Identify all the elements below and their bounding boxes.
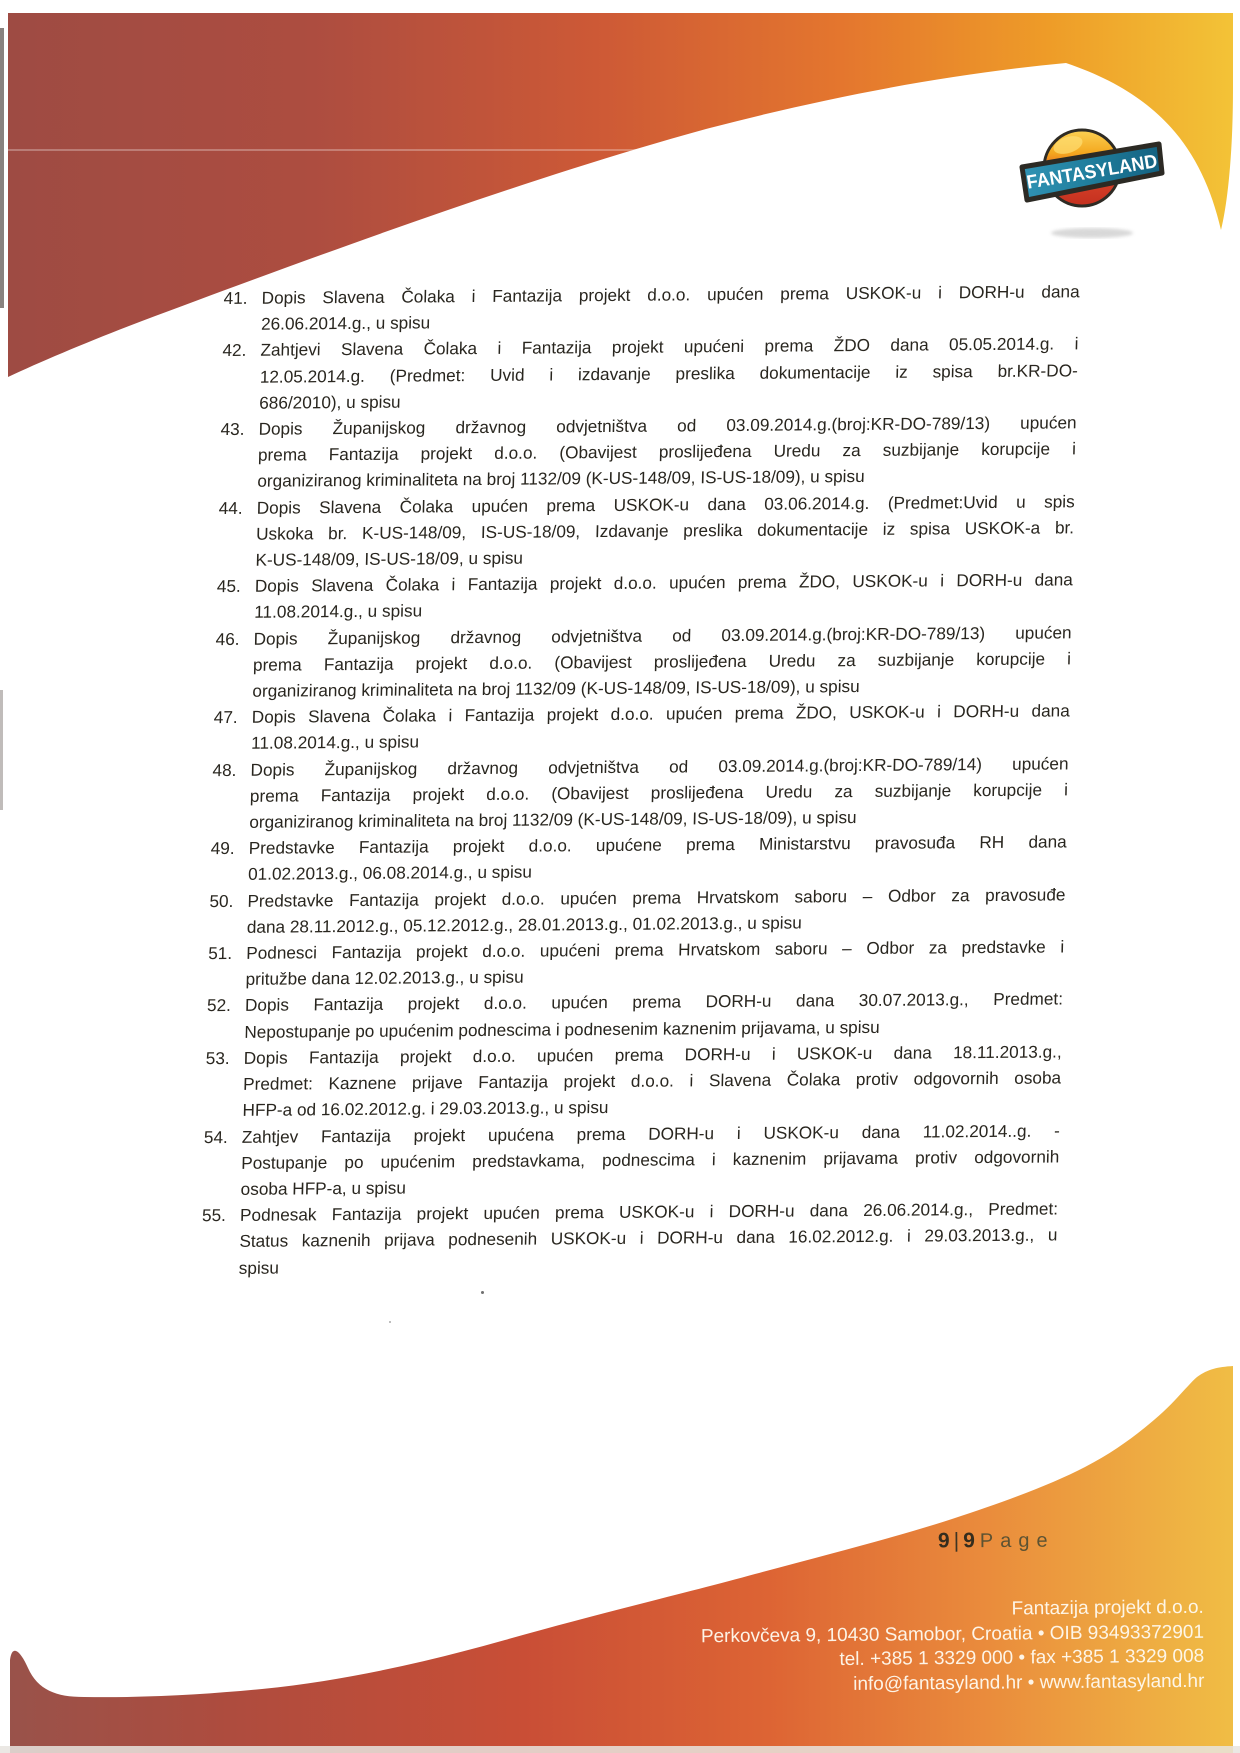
text-line: Predmet: Kaznene prijave Fantazija projekt d.o.o. i Slavena Čolaka protiv odgovornih osoba [242,1067,1062,1094]
item-number: 50. [209,890,234,911]
text-line: Dopis Slavena Čolaka i Fantazija projekt d.o.o. upućen prema ŽDO, USKOK-u i DORH-u dana [254,569,1074,597]
logo-shadow [1051,228,1133,238]
item-number: 42. [222,340,247,361]
list-item [221,331,1083,416]
scan-edge-artifact [0,690,3,810]
text-line: pritužbe dana 12.02.2013.g., u spisu [245,966,524,990]
list-item [206,986,1067,1045]
text-line: 12.05.2014.g. (Predmet: Uvid i izdavanje preslika dokumentacije iz spisa br.KR-DO- [259,359,1079,387]
footer [700,1596,1204,1698]
scan-bottom-edge [0,1746,1240,1753]
company-web: info@fantasyland.hr • www.fantasyland.hr [852,1670,1205,1695]
page-label: Page [979,1529,1055,1553]
item-number: 41. [223,287,248,309]
list-item [201,1196,1063,1281]
text-line: Nepostupanje po upućenim podnescima i podnesenim kaznenim prijavama, u spisu [244,1016,880,1042]
text-line: K-US-148/09, IS-US-18/09, u spisu [255,547,524,570]
list-item [204,1038,1066,1123]
text-line: prema Fantazija projekt d.o.o. (Obavijest proslijeđena Uredu za suzbijanje korupcije i [257,438,1077,465]
item-number: 49. [210,838,235,859]
text-line: Status kaznenih prijava podnesenih USKOK-u i DORH-u dana 16.02.2012.g. i 29.03.2013.g., u [239,1224,1058,1252]
list-item [223,278,1084,337]
list-item [216,567,1077,626]
text-line: Dopis Slavena Čolaka i Fantazija projekt d.o.o. upućen prema ŽDO, USKOK-u i DORH-u dana [251,700,1071,728]
text-line: HFP-a od 16.02.2012.g. i 29.03.2013.g., u spisu [242,1097,609,1121]
text-line: Dopis Fantazija projekt d.o.o. upućen prema DORH-u dana 30.07.2013.g., Predmet: [244,988,1064,1016]
text-line: prema Fantazija projekt d.o.o. (Obavijest proslijeđena Uredu za suzbijanje korupcije i [249,779,1069,806]
text-line: spisu [238,1257,280,1278]
list-item [211,750,1073,835]
item-number: 44. [218,497,243,518]
item-text [257,409,1077,494]
text-line: Predstavke Fantazija projekt d.o.o. upućen prema Hrvatskom saboru – Odbor za pravosuđe [247,884,1066,911]
item-number: 55. [201,1205,227,1226]
company-phone: tel. +385 1 3329 000 • fax +385 1 3329 008 [839,1645,1205,1670]
list-item [202,1117,1064,1202]
item-text [245,933,1064,992]
page-separator: | [953,1529,960,1553]
text-line: Dopis Županijskog državnog odvjetništva od 03.09.2014.g.(broj:KR-DO-789/13) upućen [258,412,1077,439]
page-total: 9 [963,1529,975,1553]
text-line: Dopis Slavena Čolaka i Fantazija projekt d.o.o. upućen prema USKOK-u i DORH-u dana [261,281,1080,308]
item-text [247,881,1066,940]
text-line: prema Fantazija projekt d.o.o. (Obavijest proslijeđena Uredu za suzbijanje korupcije i [252,648,1072,675]
page-current: 9 [937,1529,950,1553]
text-line: 686/2010), u spisu [258,391,401,413]
text-line: Zahtjevi Slavena Čolaka i Fantazija projekt upućeni prema ŽDO dana 05.05.2014.g. i [260,333,1079,361]
text-line: Postupanje po upućenim predstavkama, podnescima i kaznenim prijavama protiv odgovornih [241,1146,1060,1173]
text-line: Uskoka br. K-US-148/09, IS-US-18/09, Izdavanje preslika dokumentacije iz spisa USKOK-a br. [255,517,1075,544]
text-line: Podnesci Fantazija projekt d.o.o. upućeni prema Hrvatskom saboru – Odbor za predstavke i [246,936,1065,963]
item-text [252,619,1072,704]
list-item [217,488,1079,573]
item-number: 43. [220,418,245,440]
item-number: 54. [203,1126,229,1147]
text-line: Dopis Fantazija projekt d.o.o. upućen prema DORH-u i USKOK-u dana 18.11.2013.g., [243,1041,1062,1068]
text-line: Predstavke Fantazija projekt d.o.o. upućene prema Ministarstvu pravosuđa RH dana [248,831,1067,859]
item-number: 45. [216,576,242,597]
item-text [248,829,1067,888]
text-line: organiziranog kriminaliteta na broj 1132/09 (K-US-148/09, IS-US-18/09), u spisu [252,676,860,701]
item-text [259,331,1079,416]
item-text [261,278,1080,337]
item-number: 46. [215,628,240,649]
item-text [249,750,1069,835]
text-line: osoba HFP-a, u spisu [240,1177,407,1199]
text-line: Podnesak Fantazija projekt upućen prema USKOK-u i DORH-u dana 26.06.2014.g., Predmet: [239,1198,1059,1226]
list-item [213,698,1074,757]
item-text [240,1117,1060,1202]
item-text [254,567,1073,626]
text-line: 01.02.2013.g., 06.08.2014.g., u spisu [247,862,533,885]
scan-streak-artifact [0,149,880,151]
text-line: Zahtjev Fantazija projekt upućena prema DORH-u i USKOK-u dana 11.02.2014..g. - [241,1119,1061,1147]
fantasyland-logo [1008,116,1172,250]
page-number [938,1529,1055,1554]
item-number: 47. [213,707,238,728]
list-item [209,881,1070,940]
text-line: Dopis Slavena Čolaka upućen prema USKOK-u dana 03.06.2014.g. (Predmet:Uvid u spis [256,490,1075,518]
item-text [251,698,1070,757]
legal-list [201,278,1084,1281]
list-item [207,933,1068,992]
logo-wordmark: FANTASYLAND [1025,149,1167,194]
text-line: 11.08.2014.g., u spisu [250,731,420,754]
item-text [244,986,1063,1045]
text-line: organiziranog kriminaliteta na broj 1132/09 (K-US-148/09, IS-US-18/09), u spisu [257,466,865,492]
item-number: 53. [205,1047,230,1069]
scan-speck [389,1321,391,1323]
item-number: 52. [206,995,232,1016]
company-name: Fantazija projekt d.o.o. [1011,1596,1204,1620]
item-text [239,1196,1059,1281]
text-line: 26.06.2014.g., u spisu [260,312,431,334]
text-line: Dopis Županijskog državnog odvjetništva od 03.09.2014.g.(broj:KR-DO-789/13) upućen [253,621,1072,649]
list-item [214,619,1076,704]
company-address: Perkovčeva 9, 10430 Samobor, Croatia • OIB 93493372901 [700,1621,1204,1647]
item-text [255,488,1075,573]
list-item [219,409,1081,494]
item-number: 48. [212,759,237,780]
text-line: dana 28.11.2012.g., 05.12.2012.g., 28.01.2013.g., 01.02.2013.g., u spisu [246,912,803,937]
scan-speck [481,1291,484,1294]
text-line: 11.08.2014.g., u spisu [254,600,423,623]
text-line: Dopis Županijskog državnog odvjetništva od 03.09.2014.g.(broj:KR-DO-789/14) upućen [250,753,1069,780]
text-line: organiziranog kriminaliteta na broj 1132/09 (K-US-148/09, IS-US-18/09), u spisu [249,807,857,832]
item-text [242,1038,1062,1123]
list-item [210,829,1071,888]
item-number: 51. [208,943,233,964]
scan-edge-artifact [0,28,4,308]
